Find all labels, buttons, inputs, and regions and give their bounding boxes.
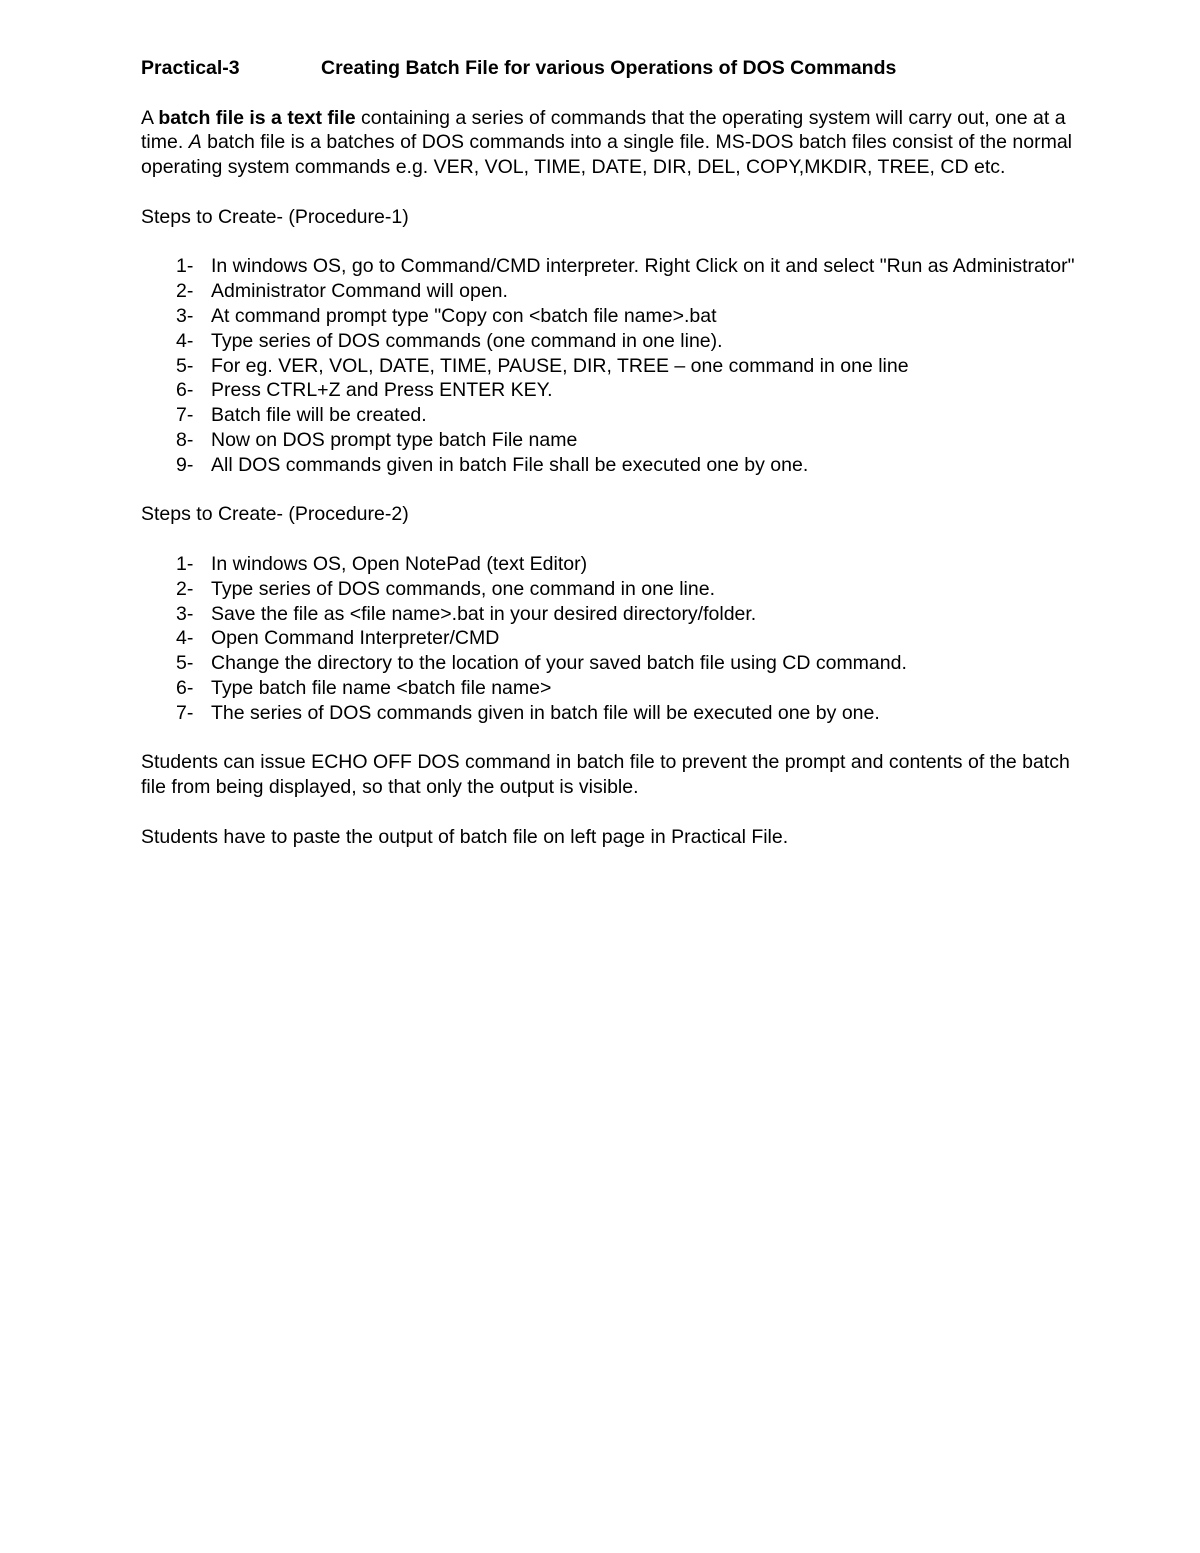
step-text: At command prompt type "Copy con <batch file name>.bat [211,304,717,327]
procedure1-steps [141,254,1076,477]
intro-italic: A [188,131,202,154]
practical-title: Creating Batch File for various Operations of DOS Commands [321,57,897,79]
list-item [141,453,1076,478]
step-text: Change the directory to the location of your saved batch file using CD command. [211,652,907,675]
step-number: 2- [176,280,194,303]
list-item [141,304,1076,329]
step-text: The series of DOS commands given in batch file will be executed one by one. [211,701,880,724]
step-number: 6- [176,379,194,402]
step-text: In windows OS, go to Command/CMD interpreter. Right Click on it and select "Run as Administrator" [211,255,1075,278]
step-number: 9- [176,453,194,476]
list-item [141,378,1076,403]
step-number: 8- [176,428,194,451]
step-number: 2- [176,577,194,600]
list-item [141,254,1076,279]
intro-bold-term: batch file is a text file [158,106,356,129]
procedure2-heading: Steps to Create- (Procedure-2) [141,503,409,526]
step-number: 3- [176,304,194,327]
list-item [141,354,1076,379]
step-text: Type series of DOS commands (one command in one line). [211,329,723,352]
procedure2-steps [141,552,1076,726]
echo-off-note: Students can issue ECHO OFF DOS command in batch file to prevent the prompt and contents of the batch file from being displayed, so that only the output is visible. [141,751,1070,799]
step-text: Type batch file name <batch file name> [211,676,552,699]
step-number: 1- [176,552,194,575]
step-text: Open Command Interpreter/CMD [211,627,500,650]
step-text: Press CTRL+Z and Press ENTER KEY. [211,379,553,402]
step-number: 7- [176,404,194,427]
list-item [141,651,1076,676]
intro-text-1: A [141,106,159,129]
step-text: Now on DOS prompt type batch File name [211,428,578,451]
step-number: 1- [176,255,194,278]
step-text: Save the file as <file name>.bat in your desired directory/folder. [211,602,757,625]
intro-text-2: containing a series of commands that the operating system will carry out, one at a time. [141,106,1066,154]
step-number: 3- [176,602,194,625]
list-item [141,577,1076,602]
document-content [141,56,1076,874]
step-number: 4- [176,627,194,650]
step-text: Type series of DOS commands, one command in one line. [211,577,715,600]
step-text: Administrator Command will open. [211,280,508,303]
list-item [141,428,1076,453]
list-item [141,701,1076,726]
step-text: Batch file will be created. [211,404,427,427]
step-number: 5- [176,354,194,377]
step-number: 7- [176,701,194,724]
step-number: 4- [176,329,194,352]
paste-output-note: Students have to paste the output of batch file on left page in Practical File. [141,825,789,848]
list-item [141,552,1076,577]
list-item [141,329,1076,354]
step-text: For eg. VER, VOL, DATE, TIME, PAUSE, DIR, TREE – one command in one line [211,354,909,377]
procedure1-heading: Steps to Create- (Procedure-1) [141,205,409,228]
intro-paragraph [141,106,1076,180]
practical-number: Practical-3 [141,57,240,79]
list-item [141,602,1076,627]
step-text: All DOS commands given in batch File shall be executed one by one. [211,453,809,476]
intro-text-3: batch file is a batches of DOS commands into a single file. MS-DOS batch files consist of the normal operating system commands e.g. VER, VOL, TIME, DATE, DIR, DEL, COPY,MKDIR, TREE, CD etc. [141,131,1073,179]
page-title [141,56,1076,81]
list-item [141,676,1076,701]
step-text: In windows OS, Open NotePad (text Editor) [211,552,588,575]
step-number: 5- [176,652,194,675]
list-item [141,626,1076,651]
list-item [141,403,1076,428]
step-number: 6- [176,676,194,699]
list-item [141,279,1076,304]
